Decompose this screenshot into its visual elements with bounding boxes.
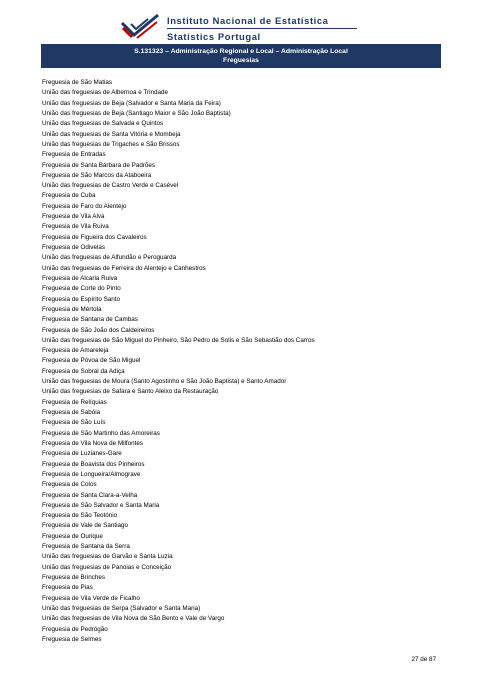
list-item: Freguesia de Amareleja [42,347,109,355]
list-item: União das freguesias de Beja (Santiago Maior e São João Baptista) [42,109,231,117]
list-item: Freguesia de São Salvador e Santa Maria [42,501,160,509]
logo-institution-subtitle: Statistics Portugal [167,31,261,42]
list-item: Freguesia de Pias [42,584,93,592]
list-item: Freguesia de Cuba [42,192,96,200]
page-number: 27 de 87 [411,656,436,663]
list-item: Freguesia de Figueira dos Cavaleiros [42,233,147,241]
list-item: Freguesia de Mértola [42,305,102,313]
list-item: Freguesia de Sabóia [42,409,101,416]
list-item: Freguesia de Santana da Serra [42,543,130,551]
list-item: União das freguesias de Safara e Santo Aleixo da Restauração [42,388,219,396]
list-item: Freguesia de Brinches [42,574,106,581]
list-item: Freguesia de Santa Clara-a-Velha [42,491,138,499]
list-item: União das freguesias de Albernoa e Trindade [42,89,169,97]
list-item: Freguesia de Póvoa de São Miguel [42,357,141,365]
list-item: Freguesia de Colos [42,481,97,489]
list-item: Freguesia de Santa Bárbara de Padrões [42,161,156,169]
freguesias-list [42,78,462,645]
list-item: União das freguesias de São Miguel do Pinheiro, São Pedro de Solis e São Sebastião dos Carros [42,336,315,344]
list-item: União das freguesias de Alfundão e Peroguarda [42,254,177,262]
list-item: Freguesia de São Marcos da Ataboeira [42,171,152,179]
list-item: Freguesia de Selmes [42,635,102,643]
list-item: Freguesia de Odivelas [42,244,106,251]
list-item: Freguesia de Boavista dos Pinheiros [42,460,145,468]
list-item: União das freguesias de Serpa (Salvador e Santa Maria) [42,604,201,612]
ine-logo-text [167,15,357,42]
list-item: Freguesia de Faro do Alentejo [42,202,127,210]
list-item: Freguesia de Entradas [42,151,106,159]
section-subtitle: Freguesias [223,57,259,64]
list-item: União das freguesias de Santa Vitória e Mombeja [42,130,181,138]
list-item: Freguesia de São Teotónio [42,512,118,520]
list-item: Freguesia de Vila Verde de Ficalho [42,594,140,602]
list-item: União das freguesias de Beja (Salvador e Santa Maria da Feira) [42,99,221,107]
list-item: Freguesia de Relíquias [42,398,107,406]
logo-divider [167,28,357,29]
list-item: Freguesia de São Martinho das Amoreiras [42,429,160,437]
ine-logo [120,13,360,42]
list-item: Freguesia de São João dos Caldeireiros [42,326,155,334]
list-item: Freguesia de Santana de Cambas [42,316,138,324]
list-item: Freguesia de Luzianes-Gare [42,450,122,458]
list-item: Freguesia de Espírito Santo [42,295,121,303]
list-item: Freguesia de Vila Ruiva [42,223,109,231]
list-item: União das freguesias de Trigaches e São Brissos [42,140,180,148]
list-item: Freguesia de Vila Nova de Milfontes [42,439,144,447]
list-item: Freguesia de Corte do Pinto [42,285,121,293]
list-item: Freguesia de Pedrógão [42,625,108,633]
list-item: Freguesia de Longueira/Almograve [42,470,141,478]
list-item: União das freguesias de Ferreira do Alentejo e Canhestros [42,264,206,272]
list-item: União das freguesias de Moura (Santo Agostinho e São João Baptista) e Santo Amador [42,378,287,386]
section-title: S.131323 – Administração Regional e Local – Administração Local [134,48,348,55]
list-item: Freguesia de Sobral da Adiça [42,367,125,375]
list-item: Freguesia de Alcaria Ruiva [42,274,118,282]
list-item: Freguesia de São Matias [42,79,113,86]
section-title-box [41,44,441,68]
list-item: Freguesia de Vale de Santiago [42,522,129,530]
list-item: Freguesia de São Luís [42,419,106,427]
list-item: União das freguesias de Garvão e Santa Luzia [42,553,173,561]
ine-logo-mark-icon [120,13,160,39]
list-item: Freguesia de Vila Alva [42,213,105,221]
list-item: Freguesia de Ourique [42,532,103,540]
list-item: União das freguesias de Castro Verde e Casével [42,182,179,190]
list-item: União das freguesias de Salvada e Quintos [42,120,164,128]
list-item: União das freguesias de Panoias e Conceição [42,563,172,571]
list-item: União das freguesias de Vila Nova de São Bento e Vale de Vargo [42,615,225,623]
logo-institution-name: Instituto Nacional de Estatística [167,15,329,26]
